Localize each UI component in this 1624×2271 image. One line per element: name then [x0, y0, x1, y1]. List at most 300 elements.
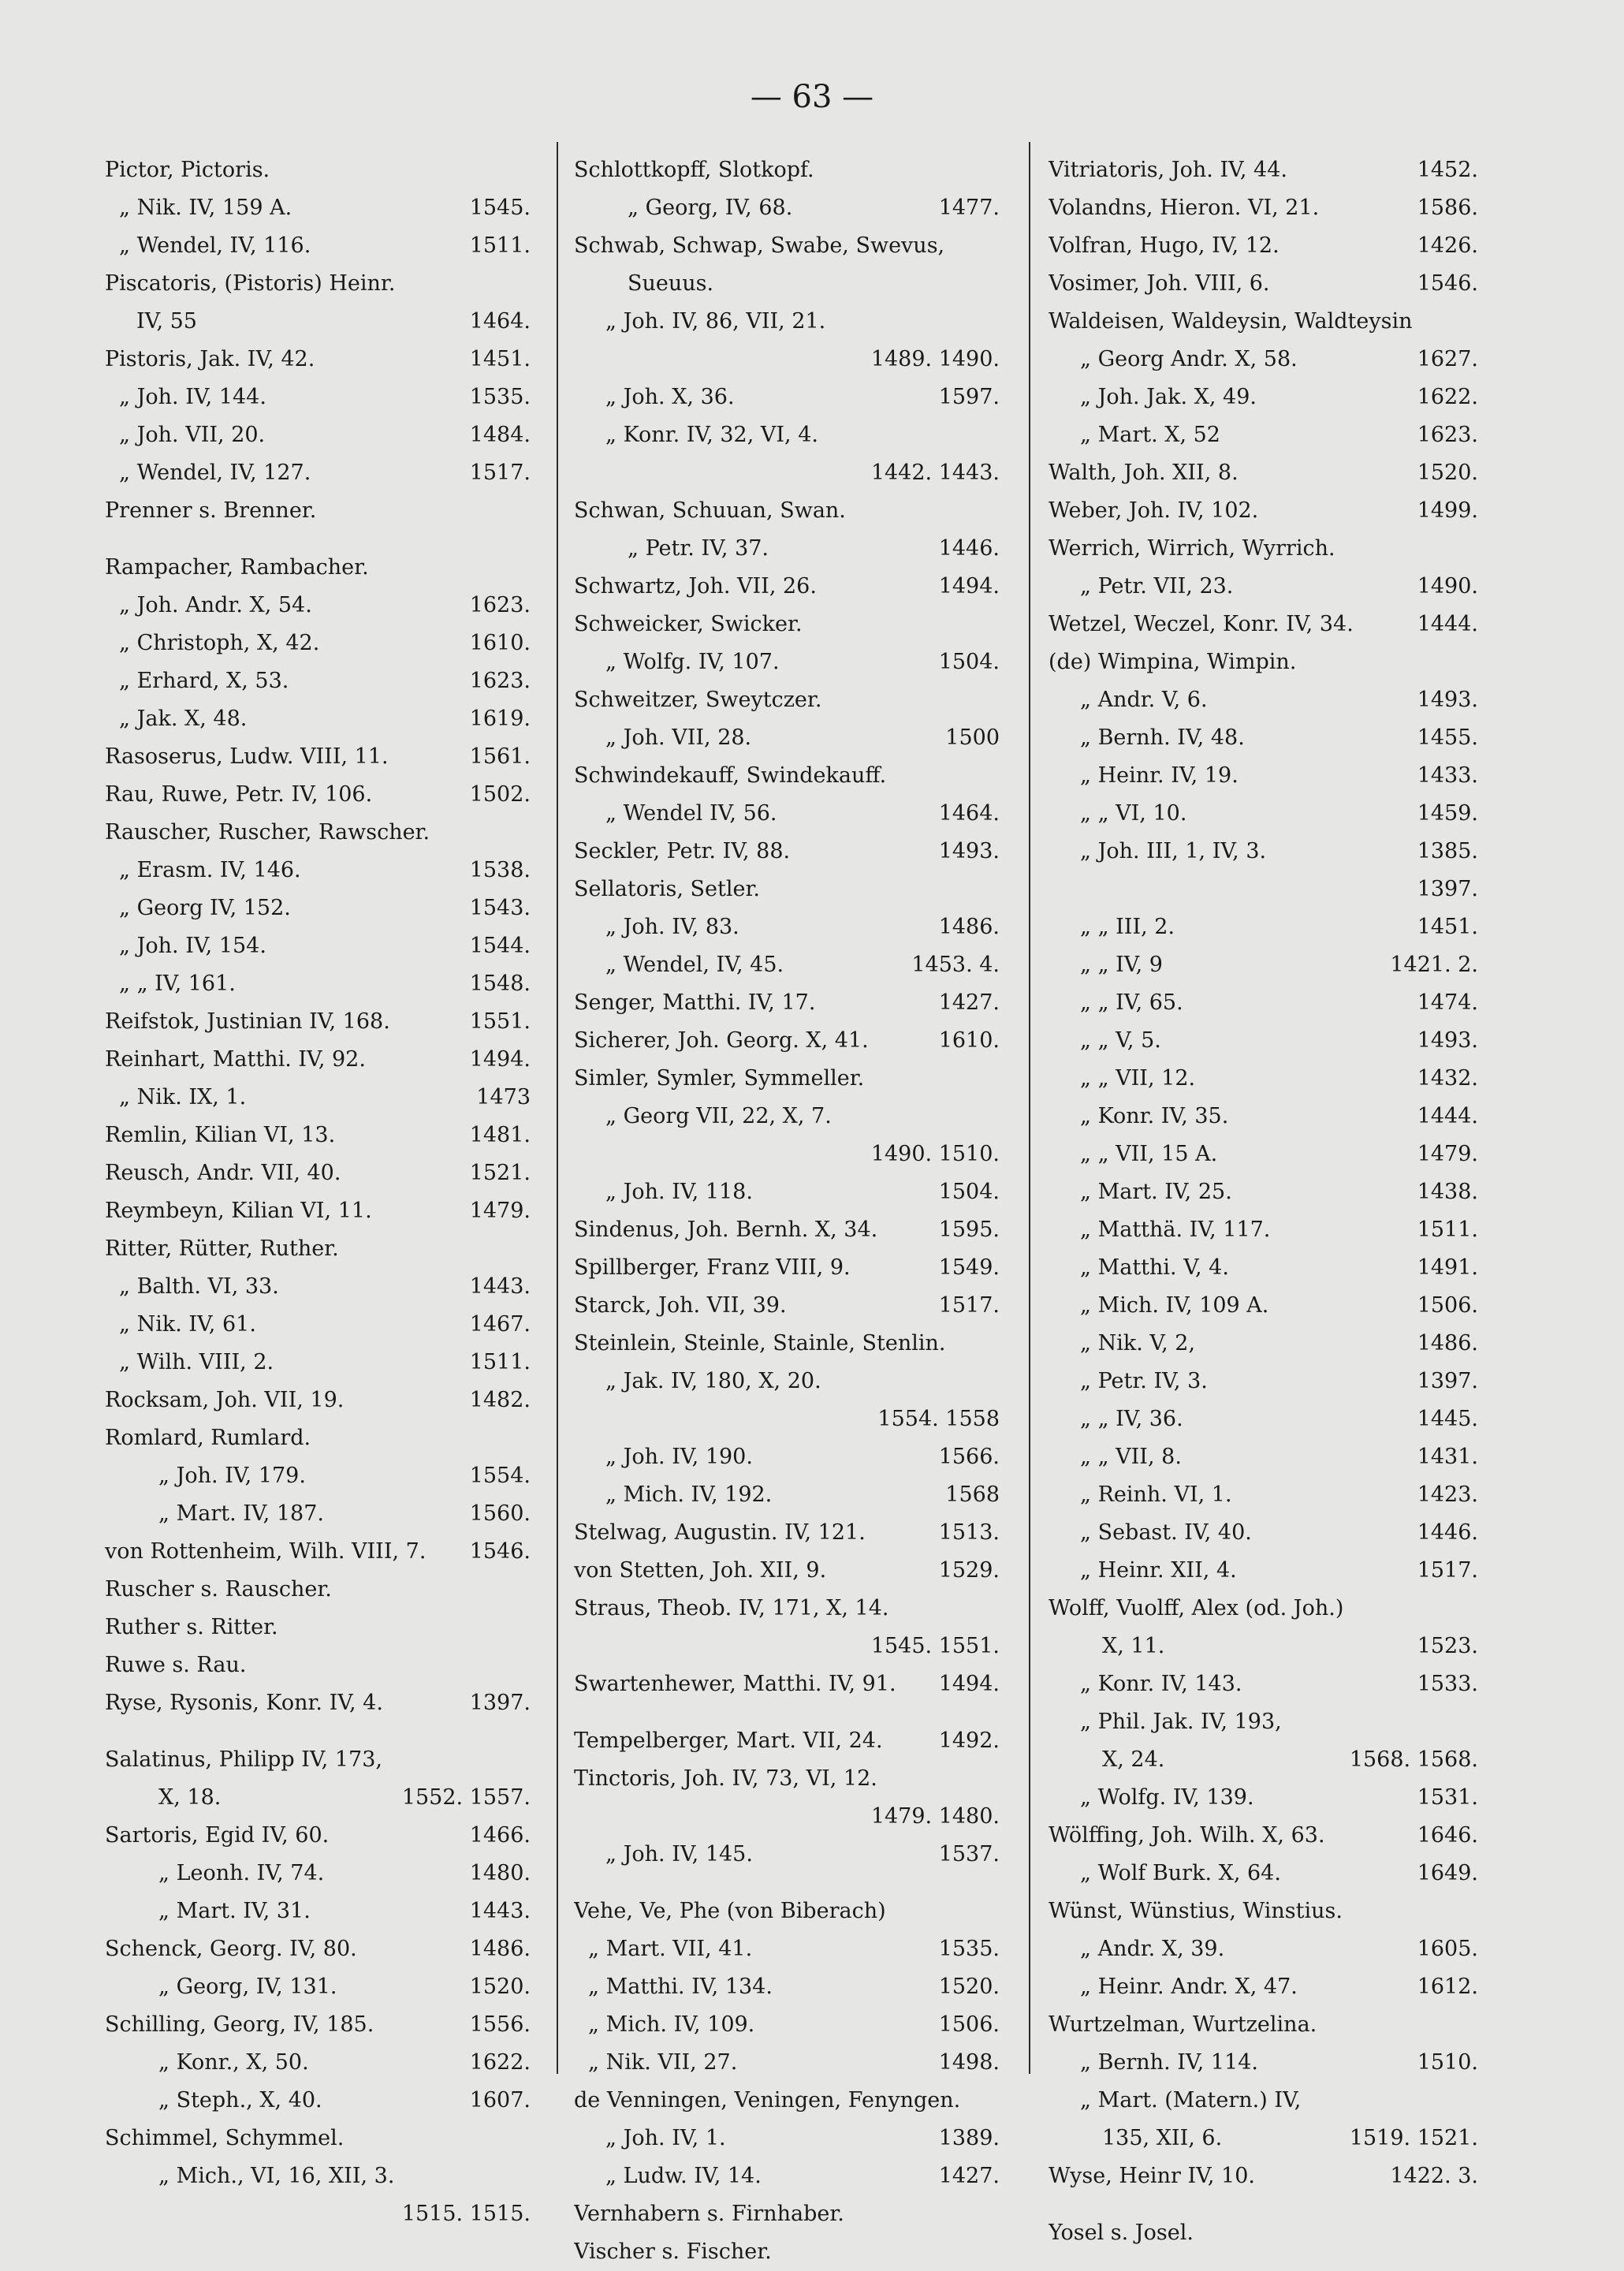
entry-years: 1397.: [1417, 877, 1478, 901]
index-entry: [105, 1268, 531, 1306]
index-entry: [574, 1325, 1000, 1363]
entry-text: Sartoris, Egid IV, 60.: [105, 1823, 330, 1848]
entry-years: 1452.: [1417, 158, 1478, 182]
entry-text: „ Joh. IV, 83.: [605, 915, 739, 939]
entry-years: 1537.: [938, 1842, 1000, 1866]
entry-years: 1627.: [1417, 347, 1478, 371]
index-entry: [105, 852, 531, 889]
entry-text: Wetzel, Weczel, Konr. IV, 34.: [1049, 612, 1354, 636]
entry-years: 1479. 1480.: [870, 1804, 1000, 1829]
entry-text: Ritter, Rütter, Ruther.: [105, 1236, 339, 1261]
entry-text: „ Bernh. IV, 114.: [1080, 2050, 1258, 2075]
index-entry: [105, 1457, 531, 1495]
index-entry: [574, 1060, 1000, 1098]
entry-years: 1473: [476, 1085, 531, 1109]
entry-years: 1466.: [469, 1823, 531, 1848]
entry-text: Seckler, Petr. IV, 88.: [574, 839, 791, 863]
entry-years: 1513.: [938, 1520, 1000, 1545]
index-entry: [574, 1514, 1000, 1552]
entry-years: 1619.: [469, 707, 531, 731]
entry-text: Starck, Joh. VII, 39.: [574, 1293, 787, 1318]
index-entry: [105, 1003, 531, 1041]
entry-text: „ Mart. IV, 25.: [1080, 1180, 1232, 1204]
entry-text: „ Erhard, X, 53.: [119, 669, 289, 693]
index-entry: [1049, 1968, 1478, 2006]
entry-text: (de) Wimpina, Wimpin.: [1049, 650, 1297, 674]
index-entry: [1049, 1060, 1478, 1098]
index-entry: [1049, 1098, 1478, 1136]
entry-years: 1520.: [938, 1975, 1000, 1999]
index-entry: [105, 662, 531, 700]
entry-years: 1443.: [469, 1899, 531, 1923]
entry-text: Schenck, Georg. IV, 80.: [105, 1937, 357, 1961]
index-entry: [105, 1306, 531, 1344]
index-entry: [574, 2082, 1000, 2120]
index-entry: [574, 1022, 1000, 1060]
index-entry: [105, 1419, 531, 1457]
entry-text: „ Wilh. VIII, 2.: [119, 1350, 274, 1374]
entry-years: 1566.: [938, 1445, 1000, 1469]
entry-text: Rocksam, Joh. VII, 19.: [105, 1388, 345, 1412]
entry-text: „ „ III, 2.: [1080, 915, 1175, 939]
index-entry: [105, 2082, 531, 2120]
entry-text: „ Mart. X, 52: [1080, 423, 1220, 447]
index-entry: [1049, 416, 1478, 454]
entry-text: „ Joh. IV, 118.: [605, 1180, 753, 1204]
entry-text: Remlin, Kilian VI, 13.: [105, 1123, 336, 1147]
entry-text: Pistoris, Jak. IV, 42.: [105, 347, 315, 371]
entry-years: 1535.: [469, 385, 531, 409]
entry-text: „ Petr. VII, 23.: [1080, 574, 1234, 599]
entry-years: 1431.: [1417, 1445, 1478, 1469]
entry-years: 1607.: [469, 2088, 531, 2113]
index-entry: [1049, 908, 1478, 946]
entry-years: 1548.: [469, 971, 531, 996]
entry-years: 1523.: [1417, 1634, 1478, 1658]
entry-years: 1649.: [1417, 1861, 1478, 1885]
entry-text: „ Joh. VII, 28.: [605, 725, 752, 750]
index-entry: [574, 568, 1000, 606]
entry-text: Romlard, Rumlard.: [105, 1426, 311, 1450]
index-entry: [105, 889, 531, 927]
index-entry: [1049, 871, 1478, 908]
entry-years: 1506.: [1417, 1293, 1478, 1318]
entry-years: 1554. 1558: [877, 1407, 1000, 1431]
index-entry: [574, 2120, 1000, 2157]
index-entry: [1049, 227, 1478, 265]
index-column-2: [574, 151, 1000, 2271]
entry-text: „ Wolfg. IV, 107.: [605, 650, 780, 674]
entry-text: „ Mart. IV, 31.: [158, 1899, 311, 1923]
entry-years: 1506.: [938, 2012, 1000, 2037]
index-entry: [105, 1344, 531, 1382]
entry-text: „ Joh. IV, 144.: [119, 385, 266, 409]
entry-text: Ruscher s. Rauscher.: [105, 1577, 332, 1602]
index-entry: [1049, 189, 1478, 227]
entry-text: Reifstok, Justinian IV, 168.: [105, 1009, 390, 1034]
entry-text: Tinctoris, Joh. IV, 73, VI, 12.: [574, 1766, 877, 1791]
index-entry: [1049, 1363, 1478, 1400]
index-entry: [1049, 1249, 1478, 1287]
entry-text: Vitriatoris, Joh. IV, 44.: [1049, 158, 1287, 182]
entry-years: 1511.: [469, 1350, 531, 1374]
index-entry: [574, 1173, 1000, 1211]
index-entry: [105, 587, 531, 625]
entry-years: 1494.: [938, 1672, 1000, 1696]
entry-text: Piscatoris, (Pistoris) Heinr.: [105, 271, 396, 296]
index-entry: [1049, 984, 1478, 1022]
entry-years: 1444.: [1417, 1104, 1478, 1128]
entry-years: 1446.: [1417, 1520, 1478, 1545]
index-entry: [1049, 1930, 1478, 1968]
entry-text: „ „ VII, 15 A.: [1080, 1142, 1218, 1166]
index-entry: [1049, 946, 1478, 984]
index-entry: [574, 1665, 1000, 1703]
entry-years: 1451.: [1417, 915, 1478, 939]
entry-years: 1502.: [469, 782, 531, 807]
index-entry: [1049, 757, 1478, 795]
entry-text: Pictor, Pictoris.: [105, 158, 270, 182]
index-entry: [1049, 568, 1478, 606]
entry-text: „ „ VI, 10.: [1080, 801, 1187, 826]
entry-text: Salatinus, Philipp IV, 173,: [105, 1747, 382, 1772]
entry-text: Schwab, Schwap, Swabe, Swevus,: [574, 233, 945, 258]
entry-years: 1490.: [1417, 574, 1478, 599]
entry-text: „ Jak. IV, 180, X, 20.: [605, 1369, 821, 1393]
index-entry: [574, 871, 1000, 908]
entry-text: X, 11.: [1102, 1634, 1165, 1658]
index-entry: [105, 1646, 531, 1684]
entry-years: 1446.: [938, 536, 1000, 561]
entry-years: 1459.: [1417, 801, 1478, 826]
entry-years: 1494.: [469, 1047, 531, 1072]
index-entry: [105, 1855, 531, 1892]
entry-years: 1561.: [469, 744, 531, 769]
entry-text: „ Wendel, IV, 127.: [119, 461, 311, 485]
entry-text: „ Georg VII, 22, X, 7.: [605, 1104, 832, 1128]
entry-text: Swartenhewer, Matthi. IV, 91.: [574, 1672, 896, 1696]
index-entry: [105, 549, 531, 587]
entry-text: Schwan, Schuuan, Swan.: [574, 498, 846, 523]
index-entry: [574, 1552, 1000, 1590]
entry-years: 1489. 1490.: [870, 347, 1000, 371]
index-entry: [574, 908, 1000, 946]
entry-text: „ Andr. V, 6.: [1080, 688, 1208, 712]
index-entry: [1049, 681, 1478, 719]
entry-years: 1551.: [469, 1009, 531, 1034]
entry-years: 1484.: [469, 423, 531, 447]
entry-text: „ „ IV, 65.: [1080, 990, 1183, 1015]
entry-text: „ Mart. VII, 41.: [588, 1937, 753, 1961]
index-entry: [574, 492, 1000, 530]
entry-text: Schwindekauff, Swindekauff.: [574, 763, 887, 788]
entry-text: Wünst, Wünstius, Winstius.: [1049, 1899, 1343, 1923]
entry-text: Waldeisen, Waldeysin, Waldteysin: [1049, 309, 1413, 334]
index-entry: [1049, 1136, 1478, 1173]
entry-years: 1453. 4.: [911, 953, 1000, 977]
entry-text: Schimmel, Schymmel.: [105, 2126, 345, 2150]
index-entry: [574, 530, 1000, 568]
entry-text: „ Matthi. IV, 134.: [588, 1975, 773, 1999]
index-entry: [105, 927, 531, 965]
entry-years: 1474.: [1417, 990, 1478, 1015]
index-entry: [1049, 1211, 1478, 1249]
entry-years: 1427.: [938, 990, 1000, 1015]
index-entry: [1049, 606, 1478, 643]
entry-years: 1397.: [1417, 1369, 1478, 1393]
entry-text: „ Petr. IV, 3.: [1080, 1369, 1208, 1393]
index-entry: [1049, 1400, 1478, 1438]
entry-years: 1486.: [1417, 1331, 1478, 1356]
index-entry: [1049, 1665, 1478, 1703]
index-entry: [1049, 1703, 1478, 1741]
entry-years: 1464.: [938, 801, 1000, 826]
entry-text: „ Georg IV, 152.: [119, 896, 291, 920]
entry-text: Volandns, Hieron. VI, 21.: [1049, 196, 1320, 220]
entry-text: Spillberger, Franz VIII, 9.: [574, 1255, 851, 1280]
entry-text: IV, 55: [136, 309, 197, 334]
index-entry: [1049, 2157, 1478, 2195]
index-entry: [105, 1817, 531, 1855]
entry-years: 1422. 3.: [1390, 2164, 1478, 2188]
entry-text: de Venningen, Veningen, Fenyngen.: [574, 2088, 961, 2113]
entry-text: Vosimer, Joh. VIII, 6.: [1049, 271, 1270, 296]
index-column-1: [105, 151, 531, 2233]
entry-text: „ Nik. V, 2,: [1080, 1331, 1196, 1356]
entry-years: 1556.: [469, 2012, 531, 2037]
entry-years: 1451.: [469, 347, 531, 371]
entry-text: von Rottenheim, Wilh. VIII, 7.: [105, 1539, 426, 1564]
entry-text: X, 18.: [158, 1785, 222, 1810]
entry-years: 1445.: [1417, 1407, 1478, 1431]
index-entry: [105, 303, 531, 341]
index-entry: [1049, 1855, 1478, 1892]
index-entry: [105, 265, 531, 303]
entry-years: 1515. 1515.: [401, 2202, 531, 2226]
entry-years: 1421. 2.: [1390, 953, 1478, 977]
entry-years: 1477.: [938, 196, 1000, 220]
entry-years: 1623.: [469, 669, 531, 693]
index-entry: [105, 2006, 531, 2044]
index-entry: [105, 1382, 531, 1419]
entry-years: 1504.: [938, 1180, 1000, 1204]
entry-text: „ Mart. IV, 187.: [158, 1501, 324, 1526]
index-entry: [574, 454, 1000, 492]
index-entry: [1049, 341, 1478, 378]
entry-text: Prenner s. Brenner.: [105, 498, 317, 523]
entry-text: „ Steph., X, 40.: [158, 2088, 322, 2113]
index-entry: [105, 1684, 531, 1722]
index-entry: [1049, 795, 1478, 833]
entry-text: Wurtzelman, Wurtzelina.: [1049, 2012, 1317, 2037]
index-entry: [574, 606, 1000, 643]
entry-years: 1389.: [938, 2126, 1000, 2150]
index-entry: [574, 1363, 1000, 1400]
index-entry: [105, 965, 531, 1003]
entry-text: Sueuus.: [628, 271, 714, 296]
entry-text: Schwartz, Joh. VII, 26.: [574, 574, 817, 599]
entry-text: „ Nik. IV, 159 A.: [119, 196, 292, 220]
entry-text: Ruther s. Ritter.: [105, 1615, 278, 1639]
index-entry: [574, 1798, 1000, 1836]
entry-text: Rauscher, Ruscher, Rawscher.: [105, 820, 430, 845]
entry-text: „ Joh. Andr. X, 54.: [119, 593, 312, 617]
entry-text: „ Mich. IV, 109 A.: [1080, 1293, 1269, 1318]
entry-years: 1623.: [469, 593, 531, 617]
index-entry: [574, 1628, 1000, 1665]
entry-years: 1426.: [1417, 233, 1478, 258]
entry-text: Rampacher, Rambacher.: [105, 555, 369, 580]
index-entry: [1049, 1514, 1478, 1552]
entry-years: 1517.: [938, 1293, 1000, 1318]
entry-text: „ Jak. X, 48.: [119, 707, 248, 731]
entry-text: Rau, Ruwe, Petr. IV, 106.: [105, 782, 373, 807]
index-entry: [1049, 1552, 1478, 1590]
index-entry: [574, 1098, 1000, 1136]
entry-text: Sicherer, Joh. Georg. X, 41.: [574, 1028, 869, 1053]
index-entry: [1049, 1438, 1478, 1476]
entry-text: „ „ IV, 161.: [119, 971, 236, 996]
index-entry: [1049, 1817, 1478, 1855]
entry-text: „ Andr. X, 39.: [1080, 1937, 1225, 1961]
index-entry: [105, 1968, 531, 2006]
index-entry: [574, 189, 1000, 227]
index-entry: [1049, 2006, 1478, 2044]
entry-years: 1493.: [938, 839, 1000, 863]
entry-years: 1493.: [1417, 1028, 1478, 1053]
entry-years: 1597.: [938, 385, 1000, 409]
index-entry: [1049, 1628, 1478, 1665]
entry-text: Simler, Symler, Symmeller.: [574, 1066, 865, 1091]
entry-years: 1560.: [469, 1501, 531, 1526]
index-entry: [105, 1154, 531, 1192]
index-entry: [1049, 1590, 1478, 1628]
index-entry: [105, 1779, 531, 1817]
entry-years: 1543.: [469, 896, 531, 920]
index-entry: [105, 1079, 531, 1117]
index-entry: [105, 2044, 531, 2082]
entry-text: „ „ V, 5.: [1080, 1028, 1161, 1053]
entry-years: 1546.: [1417, 271, 1478, 296]
entry-years: 1622.: [1417, 385, 1478, 409]
index-entry: [574, 2195, 1000, 2233]
entry-text: „ Georg Andr. X, 58.: [1080, 347, 1298, 371]
index-entry: [1049, 492, 1478, 530]
entry-years: 1545. 1551.: [870, 1634, 1000, 1658]
entry-text: Ruwe s. Rau.: [105, 1653, 247, 1677]
entry-years: 1432.: [1417, 1066, 1478, 1091]
entry-text: „ Konr. IV, 35.: [1080, 1104, 1229, 1128]
index-entry: [1049, 1325, 1478, 1363]
entry-years: 1438.: [1417, 1180, 1478, 1204]
entry-years: 1464.: [469, 309, 531, 334]
entry-years: 1479.: [1417, 1142, 1478, 1166]
entry-years: 1511.: [1417, 1218, 1478, 1242]
index-entry: [105, 625, 531, 662]
index-entry: [574, 757, 1000, 795]
entry-text: Reusch, Andr. VII, 40.: [105, 1161, 341, 1185]
entry-text: „ Joh. IV, 86, VII, 21.: [605, 309, 826, 334]
entry-text: Yosel s. Josel.: [1049, 2221, 1194, 2245]
index-entry: [105, 738, 531, 776]
entry-text: „ Wolf Burk. X, 64.: [1080, 1861, 1281, 1885]
entry-years: 1499.: [1417, 498, 1478, 523]
index-entry: [105, 341, 531, 378]
entry-years: 1521.: [469, 1161, 531, 1185]
entry-text: Straus, Theob. IV, 171, X, 14.: [574, 1596, 889, 1620]
entry-years: 1491.: [1417, 1255, 1478, 1280]
index-entry: [105, 1041, 531, 1079]
column-divider: [557, 142, 558, 2074]
entry-text: „ Joh. IV, 190.: [605, 1445, 753, 1469]
entry-text: „ „ VII, 12.: [1080, 1066, 1196, 1091]
entry-text: „ Sebast. IV, 40.: [1080, 1520, 1252, 1545]
index-entry: [1049, 2120, 1478, 2157]
entry-years: 1433.: [1417, 763, 1478, 788]
entry-years: 1493.: [1417, 688, 1478, 712]
entry-years: 1481.: [469, 1123, 531, 1147]
index-entry: [574, 1968, 1000, 2006]
entry-years: 1479.: [469, 1199, 531, 1223]
index-entry: [574, 1722, 1000, 1760]
entry-text: „ Heinr. Andr. X, 47.: [1080, 1975, 1298, 1999]
entry-text: „ Mich. IV, 109.: [588, 2012, 755, 2037]
entry-years: 1552. 1557.: [401, 1785, 531, 1810]
index-entry: [105, 1930, 531, 1968]
index-entry: [574, 833, 1000, 871]
entry-text: „ Konr. IV, 143.: [1080, 1672, 1242, 1696]
entry-years: 1486.: [938, 915, 1000, 939]
entry-years: 1385.: [1417, 839, 1478, 863]
entry-text: „ Georg, IV, 68.: [628, 196, 793, 220]
index-entry: [574, 151, 1000, 189]
entry-text: Walth, Joh. XII, 8.: [1049, 461, 1238, 485]
entry-text: Werrich, Wirrich, Wyrrich.: [1049, 536, 1335, 561]
index-entry: [574, 681, 1000, 719]
index-entry: [574, 1760, 1000, 1798]
entry-text: „ Nik. VII, 27.: [588, 2050, 738, 2075]
index-entry: [1049, 303, 1478, 341]
entry-text: Wölffing, Joh. Wilh. X, 63.: [1049, 1823, 1325, 1848]
index-entry: [574, 341, 1000, 378]
index-entry: [574, 1892, 1000, 1930]
index-entry: [1049, 2214, 1478, 2252]
entry-years: 1546.: [469, 1539, 531, 1564]
entry-text: „ Konr., X, 50.: [158, 2050, 309, 2075]
entry-years: 1544.: [469, 934, 531, 958]
entry-text: Schweitzer, Sweytczer.: [574, 688, 822, 712]
entry-text: „ Joh. X, 36.: [605, 385, 735, 409]
entry-text: von Stetten, Joh. XII, 9.: [574, 1558, 827, 1583]
entry-text: Ryse, Rysonis, Konr. IV, 4.: [105, 1691, 383, 1715]
entry-years: 1520.: [469, 1975, 531, 1999]
entry-text: „ Konr. IV, 32, VI, 4.: [605, 423, 818, 447]
entry-text: „ Phil. Jak. IV, 193,: [1080, 1710, 1282, 1734]
entry-text: Sindenus, Joh. Bernh. X, 34.: [574, 1218, 878, 1242]
index-entry: [574, 643, 1000, 681]
index-entry: [1049, 454, 1478, 492]
entry-years: 1444.: [1417, 612, 1478, 636]
entry-text: X, 24.: [1102, 1747, 1165, 1772]
index-entry: [574, 303, 1000, 341]
index-entry: [574, 265, 1000, 303]
entry-text: Rasoserus, Ludw. VIII, 11.: [105, 744, 389, 769]
index-entry: [105, 227, 531, 265]
index-entry: [105, 189, 531, 227]
entry-years: 1554.: [469, 1464, 531, 1488]
entry-years: 1568. 1568.: [1349, 1747, 1478, 1772]
entry-text: Volfran, Hugo, IV, 12.: [1049, 233, 1279, 258]
